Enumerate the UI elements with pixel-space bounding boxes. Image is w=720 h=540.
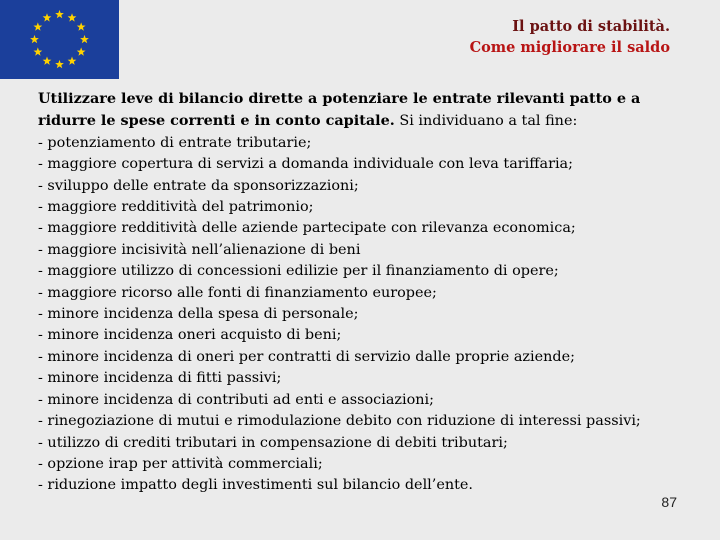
star-icon [33, 47, 42, 55]
list-item: - maggiore redditività delle aziende partecipate con rilevanza economica; [38, 220, 576, 237]
star-icon [55, 10, 64, 18]
star-icon [80, 35, 89, 43]
slide-title [470, 16, 670, 58]
list-item: - opzione irap per attività commerciali; [38, 455, 323, 472]
list-item: - potenziamento di entrate tributarie; [38, 134, 312, 151]
star-icon [68, 57, 77, 65]
list-item: - maggiore redditività del patrimonio; [38, 199, 314, 216]
eu-flag-stars [0, 0, 119, 79]
star-icon [68, 13, 77, 21]
list-item: - minore incidenza oneri acquisto di beni; [38, 327, 342, 344]
list-item: - sviluppo delle entrate da sponsorizzazioni; [38, 177, 359, 194]
list-item: - minore incidenza di fitti passivi; [38, 370, 282, 387]
title-line-1: Il patto di stabilità. [512, 18, 670, 35]
title-line-2: Come migliorare il saldo [469, 39, 670, 56]
star-icon [30, 35, 39, 43]
intro-text: Si individuano a tal fine: [394, 113, 578, 130]
star-icon [77, 47, 86, 55]
list-item: - maggiore copertura di servizi a domanda individuale con leva tariffaria; [38, 156, 573, 173]
page-number: 87 [661, 494, 677, 510]
list-item: - rinegoziazione di mutui e rimodulazione debito con riduzione di interessi passivi; [38, 413, 641, 430]
list-item: - maggiore incisività nell’alienazione di beni [38, 241, 361, 258]
slide-body [38, 88, 698, 497]
list-item: - riduzione impatto degli investimenti sul bilancio dell’ente. [38, 477, 474, 494]
list-item: - utilizzo di crediti tributari in compensazione di debiti tributari; [38, 434, 508, 451]
list-item: - minore incidenza di contributi ad enti e associazioni; [38, 391, 434, 408]
list-item: - maggiore ricorso alle fonti di finanziamento europee; [38, 284, 437, 301]
intro-bold-text: Utilizzare leve di bilancio dirette a potenziare le entrate rilevanti patto e a ridurre le spese correnti e in conto capitale. [38, 90, 641, 130]
list-item: - maggiore utilizzo di concessioni edilizie per il finanziamento di opere; [38, 263, 559, 280]
intro-paragraph [38, 88, 698, 133]
star-icon [43, 57, 52, 65]
list-item: - minore incidenza della spesa di personale; [38, 306, 359, 323]
measures-list [38, 133, 698, 497]
star-icon [33, 22, 42, 30]
list-item: - minore incidenza di oneri per contratti di servizio dalle proprie aziende; [38, 348, 575, 365]
star-icon [43, 13, 52, 21]
eu-flag-icon [0, 0, 119, 79]
star-icon [55, 60, 64, 68]
star-icon [77, 22, 86, 30]
